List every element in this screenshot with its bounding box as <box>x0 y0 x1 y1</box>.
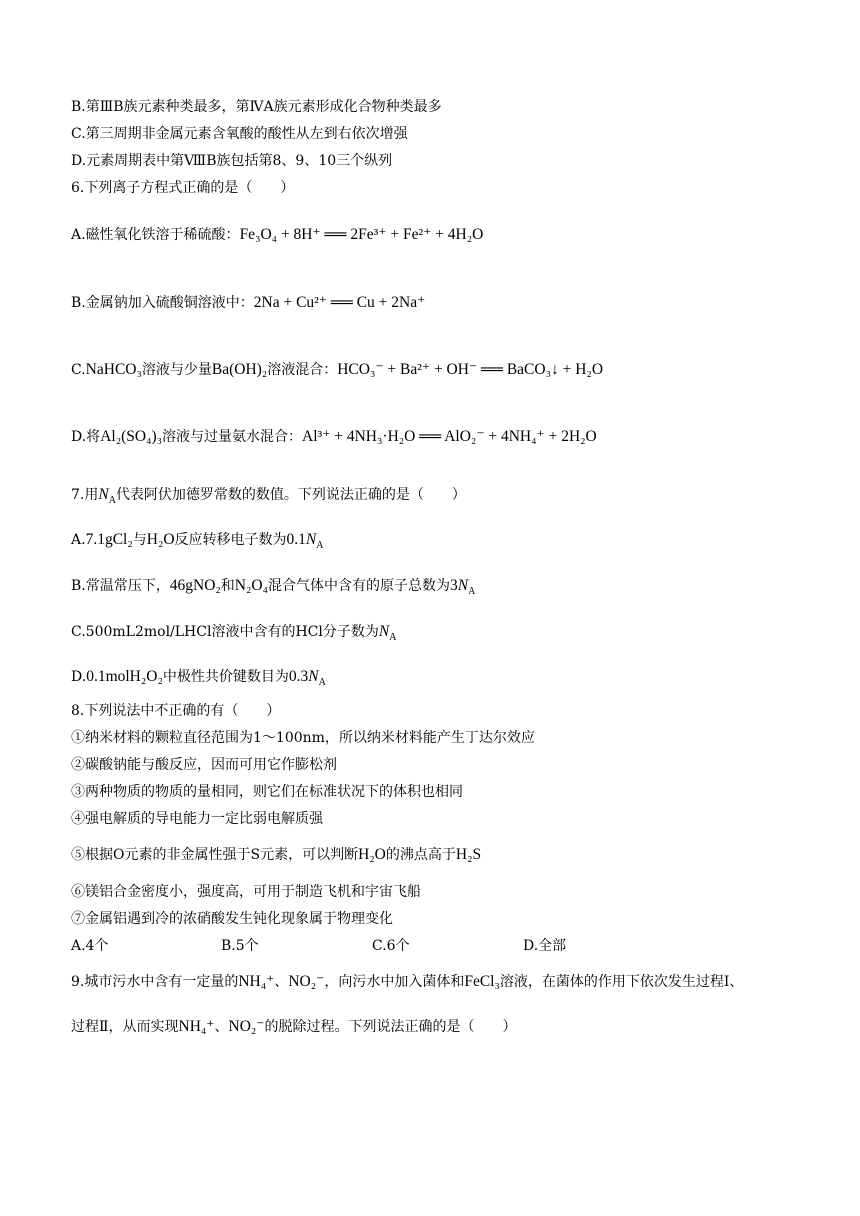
q6-option-b <box>71 293 425 313</box>
q7-c-pre: C.500mL2mol/LHCl溶液中含有的HCl分子数为 <box>71 624 379 640</box>
q6-option-c <box>71 360 603 380</box>
q7-a-chem2: H₂O <box>146 531 175 548</box>
q8-option-c: C.6个 <box>372 938 410 954</box>
q9-sep: 、 <box>274 974 289 990</box>
q7-option-c <box>71 622 396 648</box>
q9-sep: 、 <box>214 1019 229 1035</box>
q6-c-equation: HCO₃⁻ + Ba²⁺ + OH⁻ ══ BaCO₃↓ + H₂O <box>337 361 604 378</box>
q6-d-label: D.将 <box>71 429 101 445</box>
q7-b-chem1: 46gNO₂ <box>169 577 221 594</box>
q7-option-a <box>71 530 324 556</box>
q8-item-4: ④强电解质的导电能力一定比弱电解质强 <box>71 811 323 827</box>
q9-l2-pre: 过程Ⅱ，从而实现 <box>71 1019 179 1035</box>
na-subscript: A <box>108 494 116 506</box>
q5-option-b: B.第ⅢB族元素种类最多，第ⅣA族元素形成化合物种类最多 <box>71 99 442 115</box>
q8-item-3: ③两种物质的物质的量相同，则它们在标准状况下的体积也相同 <box>71 784 463 800</box>
q8-option-d: D.全部 <box>523 938 567 954</box>
q8-item-5 <box>71 845 481 865</box>
q7-a-text2: 反应转移电子数为 <box>174 532 287 548</box>
q6-a-label: A.磁性氧化铁溶于稀硫酸： <box>71 227 240 243</box>
q7-a-text1: 与 <box>132 532 147 548</box>
q5-option-d: D.元素周期表中第ⅧB族包括第8、9、10三个纵列 <box>71 153 393 169</box>
q6-stem: 6.下列离子方程式正确的是（ ） <box>71 180 295 196</box>
q7-stem-post: 代表阿伏加德罗常数的数值。下列说法正确的是（ ） <box>115 487 466 503</box>
q9-l1-post: 溶液，在菌体的作用下依次发生过程Ⅰ、 <box>499 974 744 990</box>
q6-a-equation: Fe₃O₄ + 8H⁺ ══ 2Fe³⁺ + Fe²⁺ + 4H₂O <box>239 226 484 243</box>
q8-item5-chem1: H₂O <box>358 846 386 863</box>
na-subscript: A <box>389 631 397 643</box>
q6-c-chem1: NaHCO₃ <box>85 361 142 378</box>
q7-option-d <box>71 667 326 693</box>
na-subscript: A <box>318 676 326 688</box>
ammonium-ion: NH₄⁺ <box>178 1018 215 1035</box>
q6-d-equation: Al³⁺ + 4NH₃·H₂O ══ AlO₂⁻ + 4NH₄⁺ + 2H₂O <box>302 428 597 445</box>
q7-d-pre: D. <box>71 669 87 685</box>
q8-option-a: A.4个 <box>71 938 109 954</box>
q6-c-mid1: 溶液与少量 <box>141 362 212 378</box>
q7-a-chem1: 7.1gCl₂ <box>85 531 133 548</box>
q6-option-d <box>71 427 597 447</box>
q8-item-7: ⑦金属铝遇到冷的浓硝酸发生钝化现象属于物理变化 <box>71 911 393 927</box>
q7-b-chem2: N₂O₄ <box>234 577 268 594</box>
q9-l1-mid: ，向污水中加入菌体和 <box>324 974 465 990</box>
fecl3: FeCl₃ <box>464 973 500 990</box>
q7-b-text2: 混合气体中含有的原子总数为 <box>268 578 450 594</box>
q7-a-pre: A. <box>71 532 86 548</box>
q6-b-label: B.金属钠加入硫酸铜溶液中： <box>71 295 254 311</box>
q8-stem: 8.下列说法中不正确的有（ ） <box>71 703 281 719</box>
q7-option-b <box>71 576 475 602</box>
ammonium-ion: NH₄⁺ <box>238 973 275 990</box>
q7-stem <box>71 485 466 511</box>
na-symbol: N <box>308 668 319 685</box>
q8-item-2: ②碳酸钠能与酸反应，因而可用它作膨松剂 <box>71 757 337 773</box>
q8-item5-pre: ⑤根据O元素的非金属性强于S元素，可以判断 <box>71 847 359 863</box>
q9-l2-post: 的脱除过程。下列说法正确的是（ ） <box>264 1019 517 1035</box>
na-subscript: A <box>316 539 324 551</box>
q7-stem-pre: 7.用 <box>71 487 99 503</box>
q9-l1-pre: 9.城市污水中含有一定量的 <box>71 974 239 990</box>
q6-c-mid2: 溶液混合： <box>267 362 338 378</box>
q7-d-chem1: 0.1molH₂O₂ <box>86 668 163 685</box>
q6-d-mid1: 溶液与过量氨水混合： <box>162 429 303 445</box>
na-symbol: N <box>378 623 390 640</box>
q8-item5-chem2: H₂S <box>455 846 482 863</box>
q8-item5-text: 的沸点高于 <box>385 847 456 863</box>
q7-d-value: 0.3 <box>288 668 309 685</box>
nitrite-ion: NO₂⁻ <box>228 1018 265 1035</box>
q6-d-chem1: Al₂(SO₄)₃ <box>100 428 163 445</box>
q8-item-1: ①纳米材料的颗粒直径范围为1～100nm，所以纳米材料能产生丁达尔效应 <box>71 730 535 746</box>
q7-a-value: 0.1 <box>286 531 306 548</box>
q6-c-chem2: Ba(OH)₂ <box>211 361 268 378</box>
q9-line-1 <box>71 972 743 992</box>
q9-line-2 <box>71 1017 516 1037</box>
na-symbol: N <box>305 531 317 548</box>
q5-option-c: C.第三周期非金属元素含氧酸的酸性从左到右依次增强 <box>71 126 408 142</box>
nitrite-ion: NO₂⁻ <box>288 973 325 990</box>
q7-b-value: 3 <box>450 577 458 594</box>
na-symbol: N <box>457 577 469 594</box>
q7-b-text1: 和 <box>220 578 235 594</box>
na-subscript: A <box>468 585 476 597</box>
q7-b-pre: B.常温常压下， <box>71 578 170 594</box>
na-symbol: N <box>98 486 109 503</box>
q6-option-a <box>71 225 483 245</box>
q6-c-label: C. <box>71 362 86 378</box>
q7-d-text1: 中极性共价键数目为 <box>162 669 289 685</box>
q6-b-equation: 2Na + Cu²⁺ ══ Cu + 2Na⁺ <box>253 294 426 311</box>
q8-option-b: B.5个 <box>221 938 259 954</box>
q8-item-6: ⑥镁铝合金密度小，强度高，可用于制造飞机和宇宙飞船 <box>71 884 421 900</box>
